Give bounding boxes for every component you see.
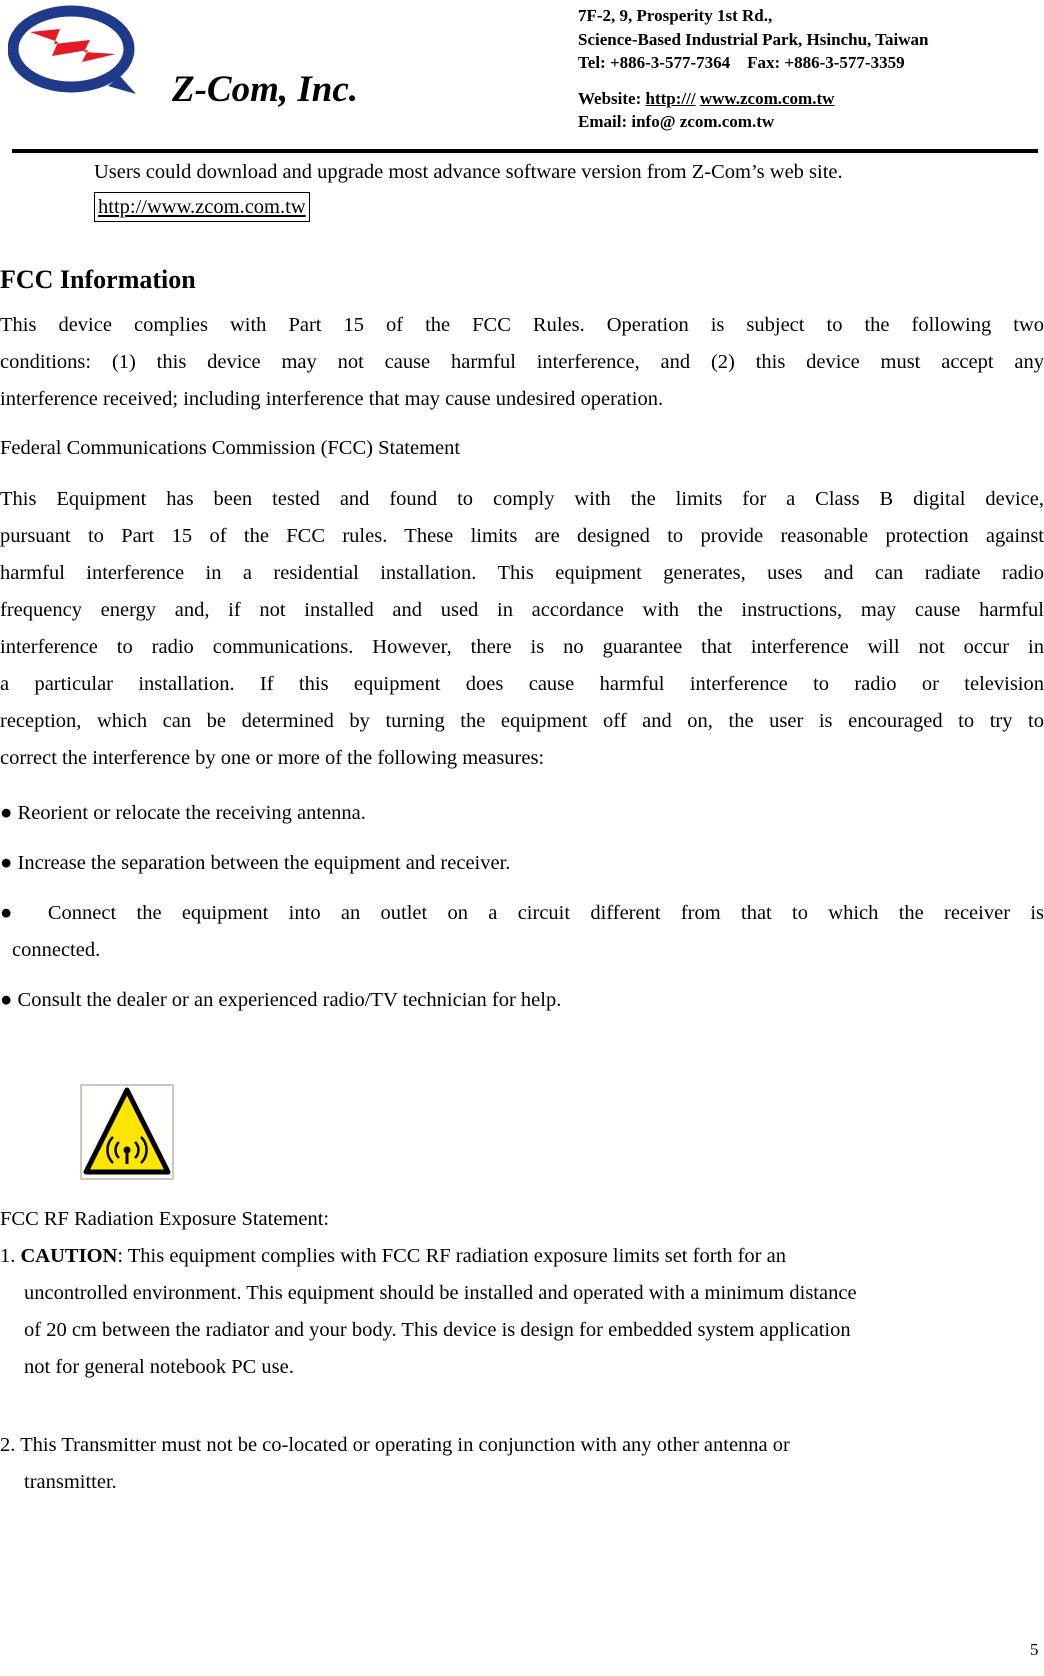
bullet-item-continuation: connected. — [12, 939, 101, 961]
fcc-p2-line-3: harmful interference in a residential installation. This equipment generates, uses and can radiate radio — [0, 562, 1044, 584]
bullet-icon: ● — [0, 802, 13, 824]
rf-warning-icon — [80, 1084, 174, 1180]
rf-item-2-line-2: transmitter. — [24, 1471, 117, 1493]
fcc-p2-line-4: frequency energy and, if not installed and used in accordance with the instructions, may cause harmful — [0, 599, 1044, 621]
fcc-p2-line-8: correct the interference by one or more of the following measures: — [0, 747, 545, 769]
rf-item-2: 2. This Transmitter must not be co-located or operating in conjunction with any other antenna or — [0, 1434, 790, 1456]
rf-item-1-line-3: of 20 cm between the radiator and your body. This device is design for embedded system application — [24, 1319, 851, 1341]
website-proto[interactable]: http:/// — [645, 88, 696, 108]
fcc-p2-line-6: a particular installation. If this equipment does cause harmful interference to radio or television — [0, 673, 1044, 695]
fcc-statement-title: Federal Communications Commission (FCC) Statement — [0, 437, 461, 459]
logo-bolt — [30, 29, 116, 62]
rf-title: FCC RF Radiation Exposure Statement: — [0, 1208, 330, 1230]
bullet-item: ● Consult the dealer or an experienced radio/TV technician for help. — [0, 989, 562, 1011]
fcc-p2-line-2: pursuant to Part 15 of the FCC rules. These limits are designed to provide reasonable protection against — [0, 525, 1044, 547]
fcc-p1-line-2: conditions: (1) this device may not cause harmful interference, and (2) this device must accept any — [0, 351, 1044, 373]
bullet-item: ● Reorient or relocate the receiving antenna. — [0, 802, 366, 824]
tel-fax-line: Tel: +886-3-577-7364 Fax: +886-3-577-3359 — [578, 53, 905, 72]
company-address — [578, 4, 928, 134]
website-line: Website: http:/// www.zcom.com.tw — [578, 88, 835, 108]
address-line-2: Science-Based Industrial Park, Hsinchu, Taiwan — [578, 29, 929, 49]
fcc-p2-line-1: This Equipment has been tested and found to comply with the limits for a Class B digital device, — [0, 488, 1044, 510]
zcom-logo — [8, 2, 138, 94]
header-divider — [12, 149, 1038, 153]
caution-label: CAUTION — [20, 1245, 118, 1267]
address-line-1: 7F-2, 9, Prosperity 1st Rd., — [578, 6, 773, 25]
bullet-item: ● Increase the separation between the equipment and receiver. — [0, 852, 511, 874]
fcc-p2-line-5: interference to radio communications. However, there is no guarantee that interference will not occur in — [0, 636, 1044, 658]
bullet-icon: ● — [0, 902, 28, 924]
bullet-item: ● Connect the equipment into an outlet on a circuit different from that to which the receiver is — [0, 902, 1044, 924]
fcc-p2-line-7: reception, which can be determined by turning the equipment off and on, the user is encouraged to try to — [0, 710, 1044, 732]
bullet-icon: ● — [0, 989, 13, 1011]
fcc-p1-line-1: This device complies with Part 15 of the FCC Rules. Operation is subject to the following two — [0, 314, 1044, 336]
website-link[interactable]: www.zcom.com.tw — [699, 88, 835, 108]
bullet-icon: ● — [0, 852, 13, 874]
page-number: 5 — [1030, 1640, 1039, 1659]
intro-text: Users could download and upgrade most advance software version from Z-Com’s web site. — [94, 161, 843, 183]
zcom-website-link[interactable]: http://www.zcom.com.tw — [94, 192, 310, 222]
fcc-heading: FCC Information — [0, 265, 196, 294]
company-name: Z-Com, Inc. — [172, 69, 359, 110]
rf-item-1-line-2: uncontrolled environment. This equipment should be installed and operated with a minimum distance — [24, 1282, 857, 1304]
fcc-p1-line-3: interference received; including interference that may cause undesired operation. — [0, 388, 664, 410]
rf-item-1-line-4: not for general notebook PC use. — [24, 1356, 294, 1378]
email-line: Email: info@ zcom.com.tw — [578, 112, 775, 131]
rf-item-1: 1. CAUTION: This equipment complies with FCC RF radiation exposure limits set forth for an — [0, 1245, 786, 1267]
